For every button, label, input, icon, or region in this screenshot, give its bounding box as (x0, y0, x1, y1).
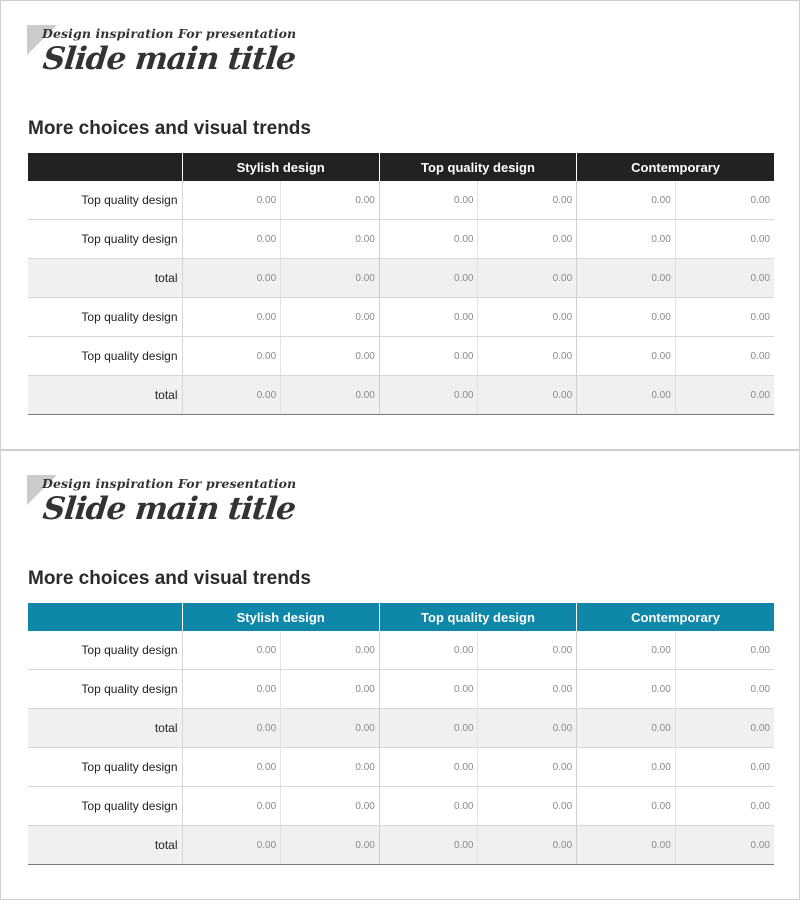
column-header: Stylish design (182, 603, 379, 631)
value-cell: 0.00 (379, 376, 478, 415)
value-cell: 0.00 (577, 376, 676, 415)
slide-title: Slide main title (41, 41, 297, 77)
value-cell: 0.00 (577, 670, 676, 709)
value-cell: 0.00 (281, 337, 380, 376)
value-cell: 0.00 (478, 787, 577, 826)
value-cell: 0.00 (281, 748, 380, 787)
value-cell: 0.00 (675, 181, 774, 220)
row-label: Top quality design (28, 631, 182, 670)
value-cell: 0.00 (675, 748, 774, 787)
value-cell: 0.00 (379, 298, 478, 337)
value-cell: 0.00 (577, 181, 676, 220)
value-cell: 0.00 (478, 670, 577, 709)
table-header-row (28, 153, 774, 181)
row-label: Top quality design (28, 670, 182, 709)
value-cell: 0.00 (379, 826, 478, 865)
row-label: total (28, 376, 182, 415)
total-row (28, 376, 774, 415)
value-cell: 0.00 (478, 220, 577, 259)
table-row (28, 670, 774, 709)
value-cell: 0.00 (182, 220, 281, 259)
value-cell: 0.00 (182, 787, 281, 826)
value-cell: 0.00 (478, 259, 577, 298)
table-row (28, 220, 774, 259)
data-table (28, 603, 774, 865)
value-cell: 0.00 (182, 298, 281, 337)
row-label: Top quality design (28, 181, 182, 220)
total-row (28, 709, 774, 748)
value-cell: 0.00 (182, 259, 281, 298)
value-cell: 0.00 (577, 631, 676, 670)
value-cell: 0.00 (281, 670, 380, 709)
value-cell: 0.00 (379, 787, 478, 826)
table-row (28, 337, 774, 376)
value-cell: 0.00 (478, 181, 577, 220)
value-cell: 0.00 (478, 748, 577, 787)
value-cell: 0.00 (577, 709, 676, 748)
column-header: Top quality design (379, 153, 576, 181)
value-cell: 0.00 (182, 181, 281, 220)
value-cell: 0.00 (379, 181, 478, 220)
value-cell: 0.00 (478, 631, 577, 670)
table-header-row (28, 603, 774, 631)
value-cell: 0.00 (577, 337, 676, 376)
value-cell: 0.00 (675, 376, 774, 415)
value-cell: 0.00 (281, 826, 380, 865)
value-cell: 0.00 (281, 709, 380, 748)
column-header: Contemporary (577, 153, 774, 181)
column-header: Stylish design (182, 153, 379, 181)
row-label: Top quality design (28, 748, 182, 787)
row-label: Top quality design (28, 298, 182, 337)
value-cell: 0.00 (182, 709, 281, 748)
slide-subtitle: Design inspiration For presentation (42, 26, 297, 41)
data-table (28, 153, 774, 415)
value-cell: 0.00 (577, 826, 676, 865)
value-cell: 0.00 (182, 748, 281, 787)
value-cell: 0.00 (281, 220, 380, 259)
value-cell: 0.00 (182, 337, 281, 376)
value-cell: 0.00 (182, 631, 281, 670)
value-cell: 0.00 (478, 376, 577, 415)
value-cell: 0.00 (379, 337, 478, 376)
value-cell: 0.00 (577, 787, 676, 826)
value-cell: 0.00 (281, 631, 380, 670)
row-label: Top quality design (28, 220, 182, 259)
value-cell: 0.00 (577, 298, 676, 337)
value-cell: 0.00 (577, 259, 676, 298)
value-cell: 0.00 (281, 787, 380, 826)
value-cell: 0.00 (281, 181, 380, 220)
value-cell: 0.00 (675, 631, 774, 670)
value-cell: 0.00 (478, 826, 577, 865)
value-cell: 0.00 (675, 337, 774, 376)
value-cell: 0.00 (281, 259, 380, 298)
value-cell: 0.00 (379, 631, 478, 670)
value-cell: 0.00 (182, 670, 281, 709)
value-cell: 0.00 (577, 220, 676, 259)
value-cell: 0.00 (379, 259, 478, 298)
value-cell: 0.00 (675, 826, 774, 865)
row-label: total (28, 826, 182, 865)
header-blank-cell (28, 153, 182, 181)
value-cell: 0.00 (478, 298, 577, 337)
value-cell: 0.00 (675, 259, 774, 298)
header-blank-cell (28, 603, 182, 631)
column-header: Top quality design (379, 603, 576, 631)
value-cell: 0.00 (577, 748, 676, 787)
value-cell: 0.00 (281, 298, 380, 337)
slide-title: Slide main title (41, 491, 297, 527)
value-cell: 0.00 (182, 826, 281, 865)
value-cell: 0.00 (675, 787, 774, 826)
table-row (28, 181, 774, 220)
value-cell: 0.00 (478, 337, 577, 376)
row-label: total (28, 709, 182, 748)
value-cell: 0.00 (379, 709, 478, 748)
value-cell: 0.00 (379, 670, 478, 709)
value-cell: 0.00 (675, 709, 774, 748)
table-row (28, 787, 774, 826)
row-label: Top quality design (28, 337, 182, 376)
table-row (28, 631, 774, 670)
total-row (28, 826, 774, 865)
section-heading: More choices and visual trends (28, 568, 311, 589)
row-label: Top quality design (28, 787, 182, 826)
slide-subtitle: Design inspiration For presentation (42, 476, 297, 491)
value-cell: 0.00 (675, 220, 774, 259)
row-label: total (28, 259, 182, 298)
value-cell: 0.00 (379, 748, 478, 787)
column-header: Contemporary (577, 603, 774, 631)
value-cell: 0.00 (379, 220, 478, 259)
value-cell: 0.00 (281, 376, 380, 415)
slide-2 (0, 450, 800, 900)
value-cell: 0.00 (182, 376, 281, 415)
total-row (28, 259, 774, 298)
section-heading: More choices and visual trends (28, 118, 311, 139)
value-cell: 0.00 (675, 298, 774, 337)
value-cell: 0.00 (675, 670, 774, 709)
table-row (28, 298, 774, 337)
table-row (28, 748, 774, 787)
value-cell: 0.00 (478, 709, 577, 748)
